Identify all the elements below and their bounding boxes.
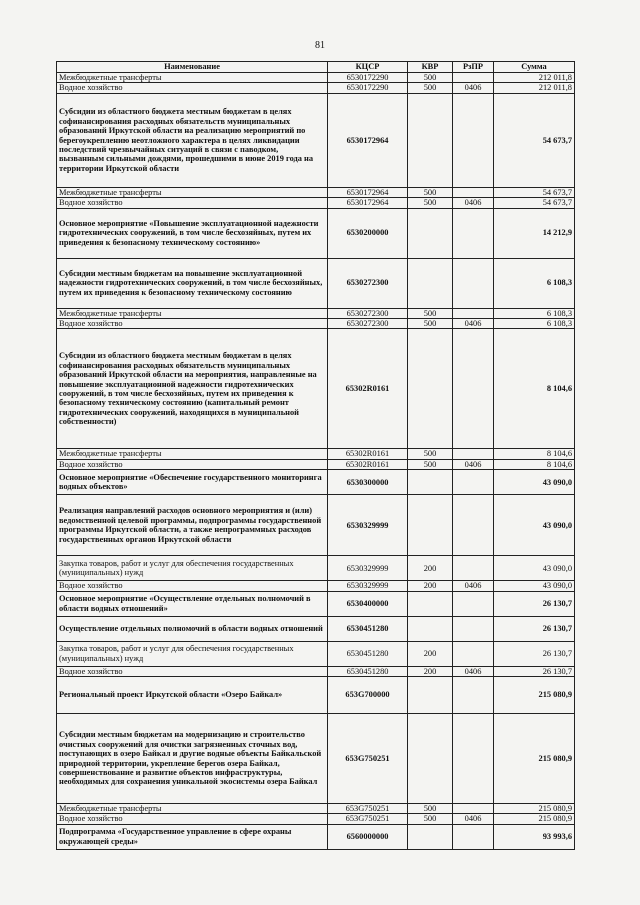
row-sum: 8 104,6 [494,449,575,459]
row-rzpr [453,93,494,187]
row-name: Закупка товаров, работ и услуг для обеспечения государственных (муниципальных) нужд [57,641,328,666]
row-code: 6530172964 [328,198,408,208]
row-sum: 26 130,7 [494,616,575,641]
row-code: 6530329999 [328,556,408,581]
table-row [57,677,575,714]
row-kvr [408,470,453,495]
row-sum: 43 090,0 [494,495,575,556]
row-code: 6530172290 [328,83,408,93]
row-rzpr [453,641,494,666]
row-code: 653G700000 [328,677,408,714]
row-name: Основное мероприятие «Осуществление отдельных полномочий в области водных отношений» [57,591,328,616]
row-sum: 54 673,7 [494,93,575,187]
row-kvr [408,329,453,449]
row-rzpr [453,208,494,258]
row-rzpr: 0406 [453,319,494,329]
row-sum: 26 130,7 [494,641,575,666]
row-rzpr [453,591,494,616]
row-code: 6530200000 [328,208,408,258]
row-code: 6530329999 [328,495,408,556]
row-kvr: 500 [408,814,453,824]
row-rzpr [453,187,494,197]
row-rzpr [453,495,494,556]
row-rzpr [453,449,494,459]
table-row [57,666,575,676]
header-sum: Сумма [494,62,575,73]
row-name: Водное хозяйство [57,666,328,676]
row-kvr: 500 [408,198,453,208]
table-row [57,83,575,93]
row-rzpr [453,677,494,714]
row-name: Субсидии из областного бюджета местным бюджетам в целях софинансирования расходных обязательств муниципальных образований Иркутской области на мероприятия, направленные на повышение эксплуатационной надежности гидротехнических сооружений, в том числе бесхозяйных, путем их приведения к безопасному техническому состоянию (капитальный ремонт гидротехнических сооружений, находящихся в муниципальной собственности) [57,329,328,449]
row-name: Основное мероприятие «Обеспечение государственного мониторинга водных объектов» [57,470,328,495]
row-rzpr [453,714,494,804]
table-row [57,449,575,459]
row-kvr: 500 [408,187,453,197]
table-row [57,804,575,814]
row-kvr: 500 [408,308,453,318]
row-sum: 6 108,3 [494,308,575,318]
table-row [57,714,575,804]
row-name: Субсидии из областного бюджета местным бюджетам в целях софинансирования расходных обязательств муниципальных образований Иркутской области на реализацию мероприятий по берегоукреплению неотложного характера в целях ликвидации последствий чрезвычайных ситуаций в связи с паводком, вызванным сильными дождями, прошедшими в июне 2019 года на территории Иркутской области [57,93,328,187]
row-sum: 43 090,0 [494,556,575,581]
row-kvr: 200 [408,556,453,581]
row-rzpr: 0406 [453,581,494,591]
row-kvr: 200 [408,666,453,676]
table-row [57,208,575,258]
row-code: 6530451280 [328,641,408,666]
row-sum: 54 673,7 [494,187,575,197]
row-kvr [408,677,453,714]
row-name: Межбюджетные трансферты [57,308,328,318]
row-kvr [408,208,453,258]
page-number: 81 [315,40,325,51]
row-kvr: 500 [408,449,453,459]
row-rzpr [453,616,494,641]
table-row [57,258,575,308]
row-code: 6530172964 [328,93,408,187]
row-kvr: 500 [408,459,453,469]
table-row [57,459,575,469]
row-rzpr [453,258,494,308]
row-sum: 6 108,3 [494,258,575,308]
table-row [57,616,575,641]
row-sum: 43 090,0 [494,470,575,495]
table-row [57,824,575,849]
row-name: Межбюджетные трансферты [57,73,328,83]
budget-table [56,61,575,850]
header-rzpr: РзПР [453,62,494,73]
row-rzpr [453,73,494,83]
table-row [57,814,575,824]
row-name: Осуществление отдельных полномочий в области водных отношений [57,616,328,641]
header-name: Наименование [57,62,328,73]
row-name: Водное хозяйство [57,83,328,93]
row-code: 6560000000 [328,824,408,849]
row-code: 6530451280 [328,666,408,676]
row-name: Межбюджетные трансферты [57,449,328,459]
row-code: 6530300000 [328,470,408,495]
row-rzpr: 0406 [453,814,494,824]
row-code: 6530272300 [328,319,408,329]
row-sum: 215 080,9 [494,804,575,814]
row-sum: 43 090,0 [494,581,575,591]
table-row [57,73,575,83]
row-name: Реализация направлений расходов основного мероприятия и (или) ведомственной целевой программы, подпрограммы государственной программы Иркутской области, а также непрограммных расходов государственных органов Иркутской области [57,495,328,556]
row-code: 6530172290 [328,73,408,83]
row-sum: 215 080,9 [494,714,575,804]
row-code: 6530172964 [328,187,408,197]
row-rzpr: 0406 [453,459,494,469]
row-rzpr: 0406 [453,198,494,208]
row-name: Межбюджетные трансферты [57,187,328,197]
table-row [57,591,575,616]
table-row [57,187,575,197]
row-rzpr [453,556,494,581]
row-name: Водное хозяйство [57,198,328,208]
row-name: Основное мероприятие «Повышение эксплуатационной надежности гидротехнических сооружений, в том числе бесхозяйных, путем их приведения к безопасному техническому состоянию» [57,208,328,258]
row-name: Водное хозяйство [57,814,328,824]
table-row [57,329,575,449]
row-kvr: 500 [408,83,453,93]
row-name: Межбюджетные трансферты [57,804,328,814]
row-name: Субсидии местным бюджетам на повышение эксплуатационной надежности гидротехнических сооружений, в том числе бесхозяйных, путем их приведения к безопасному техническому состоянию [57,258,328,308]
row-code: 6530329999 [328,581,408,591]
table-row [57,198,575,208]
row-sum: 26 130,7 [494,666,575,676]
row-rzpr: 0406 [453,666,494,676]
table-row [57,581,575,591]
row-kvr: 500 [408,319,453,329]
row-rzpr: 0406 [453,83,494,93]
header-kvr: КВР [408,62,453,73]
row-sum: 215 080,9 [494,814,575,824]
row-name: Региональный проект Иркутской области «Озеро Байкал» [57,677,328,714]
row-kvr [408,93,453,187]
table-row [57,93,575,187]
row-sum: 215 080,9 [494,677,575,714]
row-sum: 212 011,8 [494,73,575,83]
row-sum: 26 130,7 [494,591,575,616]
row-sum: 8 104,6 [494,329,575,449]
table-header-row [57,62,575,73]
table-row [57,556,575,581]
row-kvr [408,495,453,556]
row-sum: 6 108,3 [494,319,575,329]
row-sum: 212 011,8 [494,83,575,93]
row-rzpr [453,804,494,814]
row-rzpr [453,308,494,318]
row-name: Закупка товаров, работ и услуг для обеспечения государственных (муниципальных) нужд [57,556,328,581]
row-name: Субсидии местным бюджетам на модернизацию и строительство очистных сооружений для очистки загрязненных сточных вод, поступающих в озеро Байкал и другие водные объекты Байкальской природной территории, укрепление берегов озера Байкал, совершенствование и развитие объектов инфраструктуры, необходимых для сохранения уникальной экосистемы озера Байкал [57,714,328,804]
row-kvr: 500 [408,73,453,83]
header-code: КЦСР [328,62,408,73]
row-code: 653G750251 [328,814,408,824]
row-kvr [408,824,453,849]
row-kvr [408,258,453,308]
row-code: 65302R0161 [328,459,408,469]
row-sum: 14 212,9 [494,208,575,258]
row-code: 6530400000 [328,591,408,616]
table-row [57,470,575,495]
row-kvr: 200 [408,641,453,666]
row-name: Водное хозяйство [57,581,328,591]
row-sum: 93 993,6 [494,824,575,849]
row-kvr: 200 [408,581,453,591]
row-kvr [408,616,453,641]
row-code: 6530451280 [328,616,408,641]
row-code: 6530272300 [328,308,408,318]
row-code: 6530272300 [328,258,408,308]
row-rzpr [453,470,494,495]
row-code: 653G750251 [328,804,408,814]
row-sum: 54 673,7 [494,198,575,208]
table-row [57,319,575,329]
row-sum: 8 104,6 [494,459,575,469]
table-row [57,641,575,666]
row-name: Водное хозяйство [57,459,328,469]
row-code: 653G750251 [328,714,408,804]
row-kvr [408,714,453,804]
table-row [57,495,575,556]
row-rzpr [453,329,494,449]
row-code: 65302R0161 [328,329,408,449]
row-kvr [408,591,453,616]
row-name: Подпрограмма «Государственное управление в сфере охраны окружающей среды» [57,824,328,849]
table-row [57,308,575,318]
row-rzpr [453,824,494,849]
row-name: Водное хозяйство [57,319,328,329]
row-kvr: 500 [408,804,453,814]
row-code: 65302R0161 [328,449,408,459]
